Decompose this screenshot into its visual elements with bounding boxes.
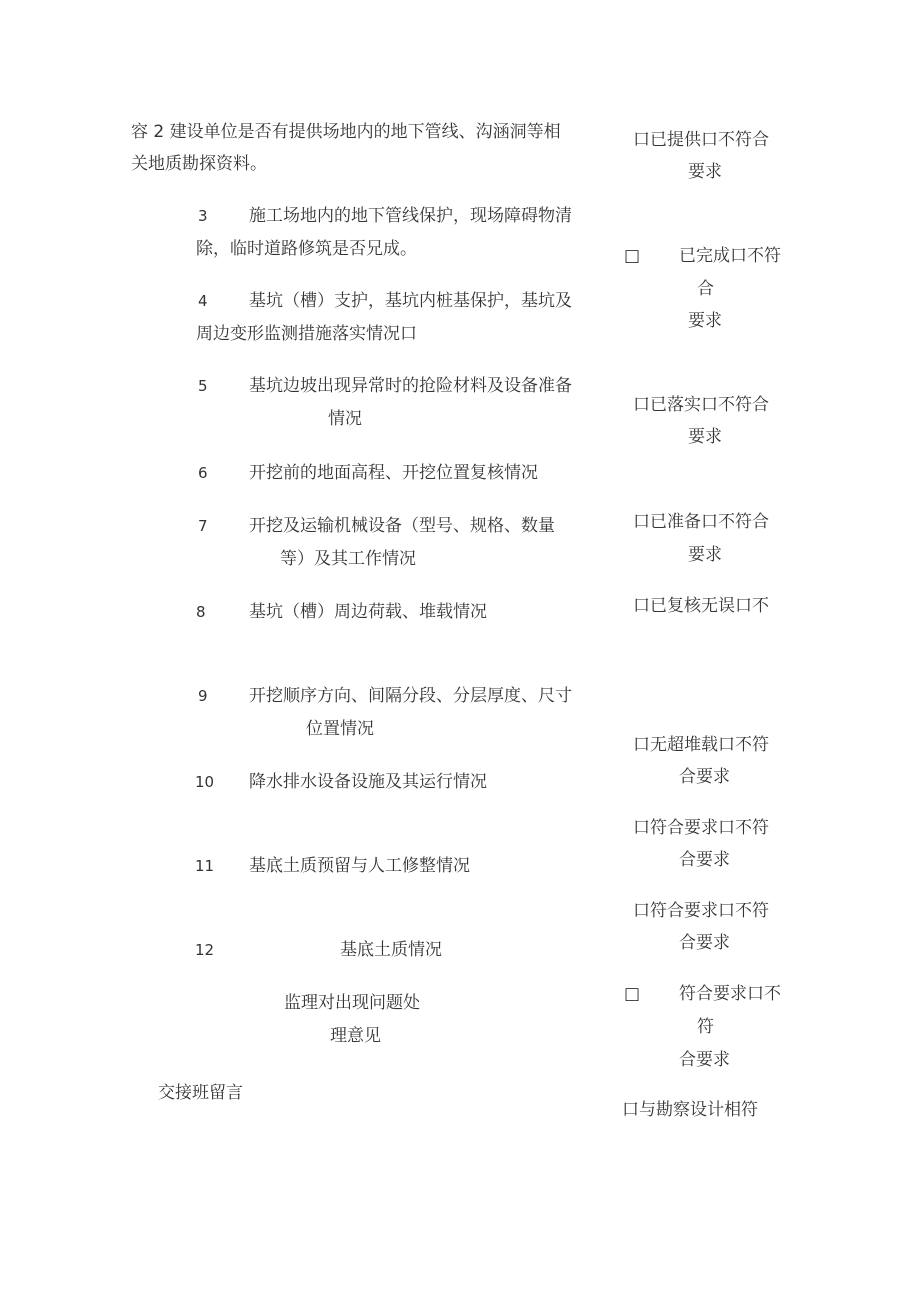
result-1-line2: 要求	[688, 162, 722, 182]
result-2-line3: 要求	[688, 311, 722, 331]
item-7-line1: 开挖及运输机械设备（型号、规格、数量	[249, 516, 555, 536]
result-2-line2: 合	[697, 279, 714, 299]
item-9-line1: 开挖顺序方向、间隔分段、分层厚度、尺寸	[249, 686, 572, 706]
item-3-line2: 除，临时道路修筑是否兄成。	[196, 239, 417, 259]
result-9-line2: 符	[697, 1017, 714, 1037]
handover-note-label: 交接班留言	[158, 1083, 243, 1103]
item-9-line2: 位置情况	[306, 719, 374, 739]
item-11-line1: 基底土质预留与人工修整情况	[249, 856, 470, 876]
item-2-line2: 关地质勘探资料。	[131, 154, 267, 174]
item-12-line1: 基底土质情况	[340, 940, 442, 960]
item-3-line1: 施工场地内的地下管线保护，现场障碍物清	[249, 206, 572, 226]
checkbox[interactable]: □	[624, 984, 641, 1004]
item-2-line1: 容 2 建设单位是否有提供场地内的地下管线、沟涵洞等相	[131, 122, 561, 142]
item-8-line1: 基坑（槽）周边荷载、堆载情况	[249, 602, 487, 622]
checkbox[interactable]: □	[624, 246, 641, 266]
item-number: 12	[195, 941, 215, 959]
item-number: 7	[198, 517, 208, 535]
result-4-line1: 口已准备口不符合	[633, 512, 769, 532]
item-number: 3	[198, 207, 208, 225]
result-8-line2: 合要求	[679, 933, 730, 953]
result-4-line2: 要求	[688, 545, 722, 565]
item-number: 5	[198, 377, 208, 395]
item-6-line1: 开挖前的地面高程、开挖位置复核情况	[249, 463, 538, 483]
result-3-line2: 要求	[688, 427, 722, 447]
result-10-line1: 口与勘察设计相符	[622, 1100, 758, 1120]
item-number: 10	[195, 773, 215, 791]
result-6-line1: 口无超堆载口不符	[633, 735, 769, 755]
result-5-line1: 口已复核无误口不	[633, 596, 769, 616]
supervisor-opinion-line1: 监理对出现问题处	[284, 993, 420, 1013]
item-4-line1: 基坑（槽）支护，基坑内桩基保护，基坑及	[249, 291, 572, 311]
item-number: 8	[196, 603, 206, 621]
result-9-line3: 合要求	[679, 1050, 730, 1070]
item-7-line2: 等）及其工作情况	[280, 549, 416, 569]
result-3-line1: 口已落实口不符合	[633, 395, 769, 415]
item-4-line2: 周边变形监测措施落实情况口	[196, 324, 417, 344]
result-2-line1: 已完成口不符	[679, 246, 781, 266]
supervisor-opinion-line2: 理意见	[330, 1026, 381, 1046]
result-6-line2: 合要求	[679, 767, 730, 787]
result-1-line1: 口已提供口不符合	[633, 130, 769, 150]
item-10-line1: 降水排水设备设施及其运行情况	[249, 772, 487, 792]
item-5-line2: 情况	[328, 409, 362, 429]
item-number: 6	[198, 464, 208, 482]
result-7-line2: 合要求	[679, 850, 730, 870]
item-number: 4	[198, 292, 208, 310]
result-7-line1: 口符合要求口不符	[633, 818, 769, 838]
result-8-line1: 口符合要求口不符	[633, 901, 769, 921]
item-number: 9	[198, 687, 208, 705]
item-number: 11	[195, 857, 215, 875]
result-9-line1: 符合要求口不	[679, 984, 781, 1004]
item-5-line1: 基坑边坡出现异常时的抢险材料及设备准备	[249, 376, 572, 396]
